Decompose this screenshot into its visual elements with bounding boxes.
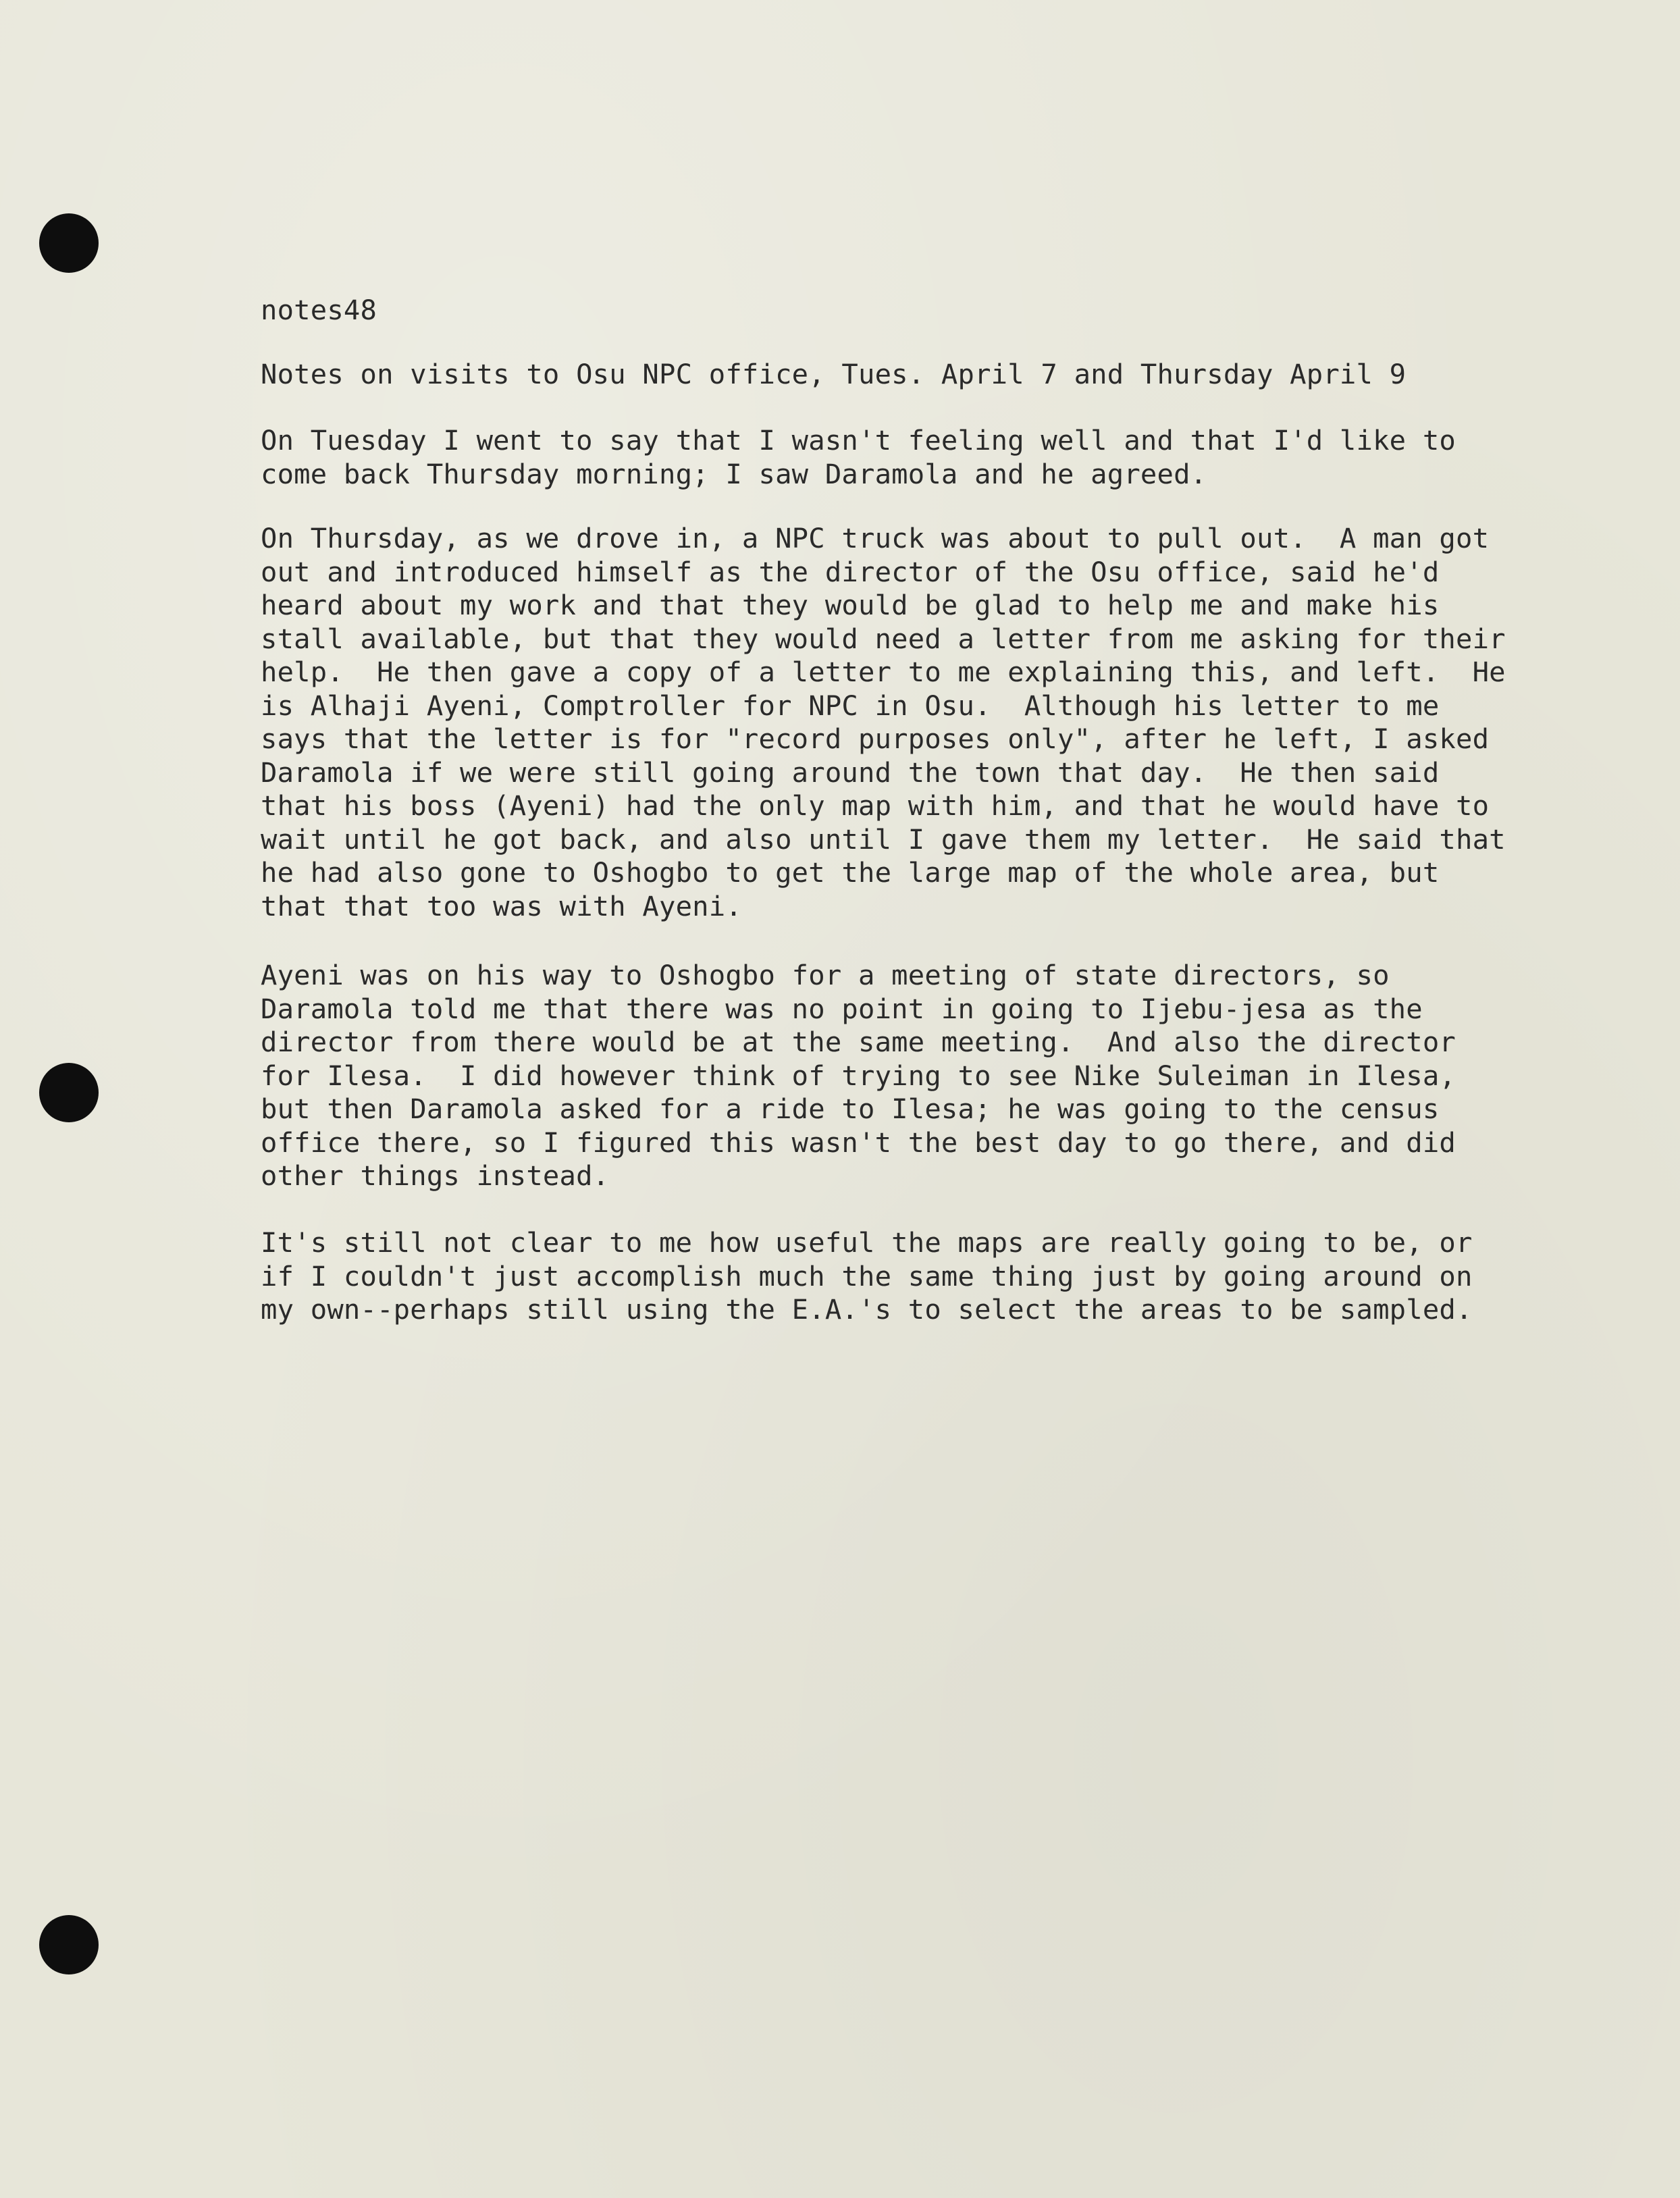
paragraph-4: It's still not clear to me how useful the maps are really going to be, or if I couldn't just accomplish much the same thing just by going around on my own--perhaps still using the E.A.'s to select the areas to be sampled. bbox=[261, 1226, 1473, 1326]
binder-hole-bottom bbox=[39, 1915, 99, 1974]
document-id: notes48 bbox=[261, 294, 377, 326]
document-title: Notes on visits to Osu NPC office, Tues. April 7 and Thursday April 9 bbox=[261, 358, 1407, 390]
binder-hole-top bbox=[39, 213, 99, 273]
binder-hole-middle bbox=[39, 1063, 99, 1122]
paragraph-1: On Tuesday I went to say that I wasn't feeling well and that I'd like to come back Thursday morning; I saw Daramola and he agreed. bbox=[261, 424, 1456, 490]
paragraph-2: On Thursday, as we drove in, a NPC truck was about to pull out. A man got out and introduced himself as the director of the Osu office, said he'd heard about my work and that they would be glad to help me and make his stall available, but that they would need a letter from me asking for their help. He then gave a copy of a letter to me explaining this, and left. He is Alhaji Ayeni, Comptroller for NPC in Osu. Although his letter to me says that the letter is for "record purposes only", after he left, I asked Daramola if we were still going around the town that day. He then said that his boss (Ayeni) had the only map with him, and that he would have to wait until he got back, and also until I gave them my letter. He said that he had also gone to Oshogbo to get the large map of the whole area, but that that too was with Ayeni. bbox=[261, 522, 1506, 922]
paragraph-3: Ayeni was on his way to Oshogbo for a meeting of state directors, so Daramola told me that there was no point in going to Ijebu-jesa as the director from there would be at the same meeting. And also the director for Ilesa. I did however think of trying to see Nike Suleiman in Ilesa, but then Daramola asked for a ride to Ilesa; he was going to the census office there, so I figured this wasn't the best day to go there, and did other things instead. bbox=[261, 959, 1456, 1192]
